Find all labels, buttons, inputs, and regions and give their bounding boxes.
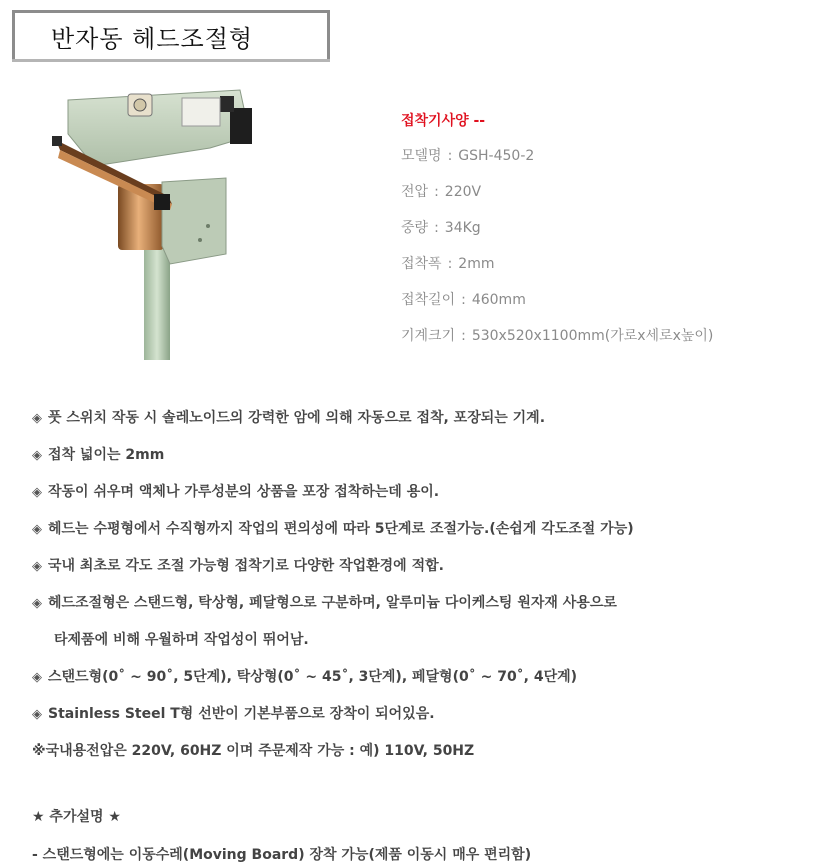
list-item: ◈ 스탠드형(0˚ ~ 90˚, 5단계), 탁상형(0˚ ~ 45˚, 3단계), 페달형(0˚ ~ 70˚, 4단계) [32,669,578,685]
extra-heading: ★ 추가설명 ★ [32,809,121,825]
spec-value: 460mm [471,292,526,308]
diamond-bullet-icon: ◈ [32,559,42,574]
spec-panel [401,110,821,354]
spec-row-seal-length: 접착길이 : 460mm [401,292,526,308]
list-item: ◈ 국내 최초로 각도 조절 가능형 접착기로 다양한 작업환경에 적합. [32,558,444,574]
page-title [12,10,330,62]
title-shadow [12,59,330,62]
list-item: ◈ 헤드는 수평형에서 수직형까지 작업의 편의성에 따라 5단계로 조절가능.(손쉽게 각도조절 가능) [32,521,634,537]
list-item-continuation: 타제품에 비해 우월하며 작업성이 뛰어남. [54,632,309,648]
side-housing [162,178,226,264]
extra-item: - 스탠드형에는 이동수레(Moving Board) 장착 가능(제품 이동시 매우 편리함) [32,847,532,863]
spec-value: 34Kg [444,220,481,236]
spec-row-model: 모델명 : GSH-450-2 [401,148,535,164]
product-image [50,78,280,360]
spec-label: 기계크기 [401,328,456,344]
list-item: ◈ 접착 넓이는 2mm [32,447,165,463]
diamond-bullet-icon: ◈ [32,522,42,537]
spec-row-seal-width: 접착폭 : 2mm [401,256,495,272]
spec-row-voltage: 전압 : 220V [401,184,482,200]
spec-row-weight: 중량 : 34Kg [401,220,481,236]
list-item: ◈ Stainless Steel T형 선반이 기본부품으로 장착이 되어있음. [32,706,435,722]
spec-label: 모델명 [401,148,442,164]
spec-value: 220V [444,184,482,200]
diamond-bullet-icon: ◈ [32,596,42,611]
spec-value: 530x520x1100mm(가로x세로x높이) [471,328,714,344]
spec-label: 중량 [401,220,429,236]
spec-label: 접착폭 [401,256,442,272]
spec-label: 접착길이 [401,292,456,308]
black-block [230,108,252,144]
diamond-bullet-icon: ◈ [32,707,42,722]
diamond-bullet-icon: ◈ [32,448,42,463]
list-item: ◈ 풋 스위치 작동 시 솔레노이드의 강력한 암에 의해 자동으로 접착, 포장되는 기계. [32,410,546,426]
stand-pole [144,246,170,360]
list-item: ◈ 작동이 쉬우며 액체나 가루성분의 상품을 포장 접착하는데 용이. [32,484,440,500]
list-item: ◈ 헤드조절형은 스탠드형, 탁상형, 페달형으로 구분하며, 알루미늄 다이케스팅 원자재 사용으로 [32,595,617,611]
spec-label: 전압 [401,184,429,200]
diamond-bullet-icon: ◈ [32,670,42,685]
diamond-bullet-icon: ◈ [32,411,42,426]
spec-value: GSH-450-2 [458,148,535,164]
feature-list [32,404,822,774]
diamond-bullet-icon: ◈ [32,485,42,500]
spec-value: 2mm [458,256,495,272]
spec-heading: 접착기사양 -- [401,113,486,129]
extra-section [32,804,822,863]
spec-row-machine-size: 기계크기 : 530x520x1100mm(가로x세로x높이) [401,328,714,344]
page-title-text: 반자동 헤드조절형 [51,24,254,53]
label-plate [182,98,220,126]
voltage-note: ※국내용전압은 220V, 60HZ 이며 주문제작 가능 : 예) 110V, 50HZ [32,743,475,759]
